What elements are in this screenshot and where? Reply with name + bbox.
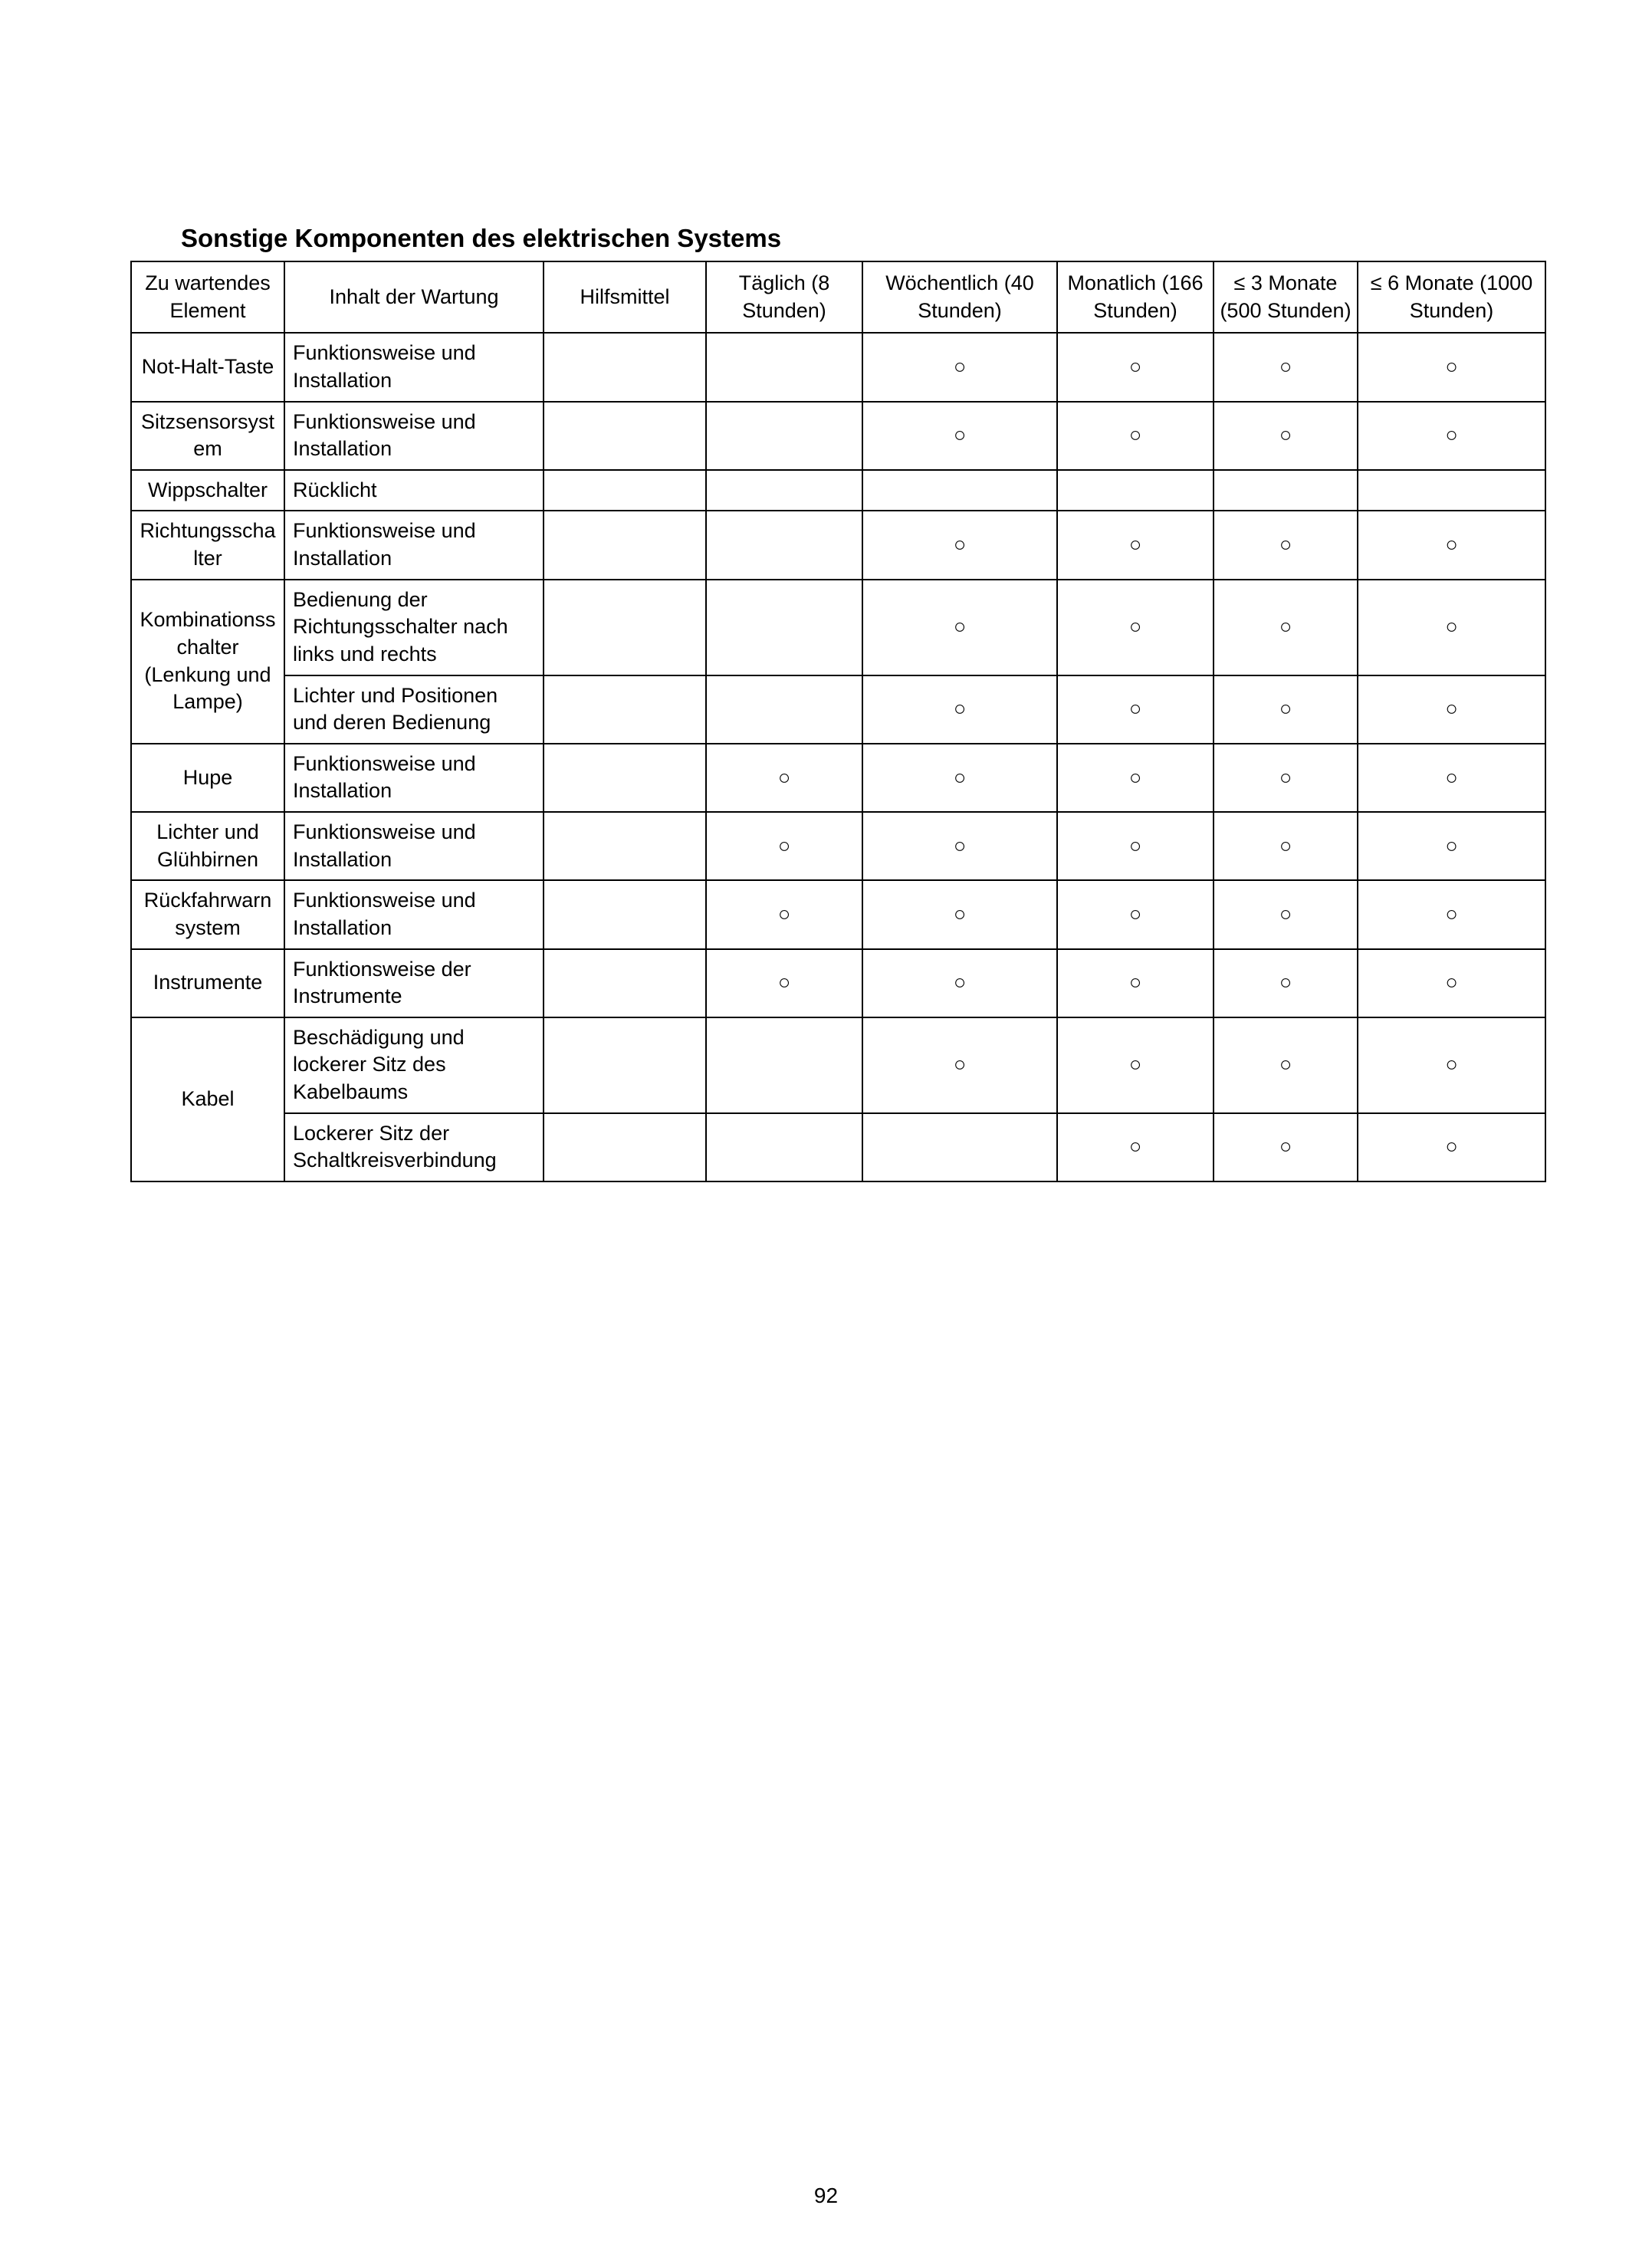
interval-mark-cell: ○ (1057, 1017, 1214, 1113)
interval-mark-cell: ○ (862, 402, 1057, 470)
interval-mark-cell: ○ (1057, 949, 1214, 1017)
interval-mark-cell: ○ (1214, 675, 1358, 744)
element-cell: Instrumente (131, 949, 284, 1017)
hilfsmittel-cell (544, 812, 706, 880)
maintenance-content-cell: Rücklicht (284, 470, 544, 511)
interval-mark-cell: ○ (1358, 333, 1545, 401)
interval-empty-cell (706, 1017, 862, 1113)
interval-empty-cell (1214, 470, 1358, 511)
maintenance-content-cell: Lichter und Positionen und deren Bedienung (284, 675, 544, 744)
interval-mark-cell: ○ (1358, 744, 1545, 812)
interval-mark-cell: ○ (862, 511, 1057, 579)
element-cell: Kombinationsschalter (Lenkung und Lampe) (131, 580, 284, 744)
interval-empty-cell (706, 1113, 862, 1181)
element-cell: Richtungsschalter (131, 511, 284, 579)
hilfsmittel-cell (544, 1113, 706, 1181)
interval-mark-cell: ○ (1057, 580, 1214, 675)
interval-mark-cell: ○ (1057, 880, 1214, 948)
interval-mark-cell: ○ (1057, 333, 1214, 401)
interval-mark-cell: ○ (1214, 333, 1358, 401)
interval-mark-cell: ○ (1057, 402, 1214, 470)
element-cell: Rückfahrwarnsystem (131, 880, 284, 948)
element-cell: Hupe (131, 744, 284, 812)
interval-empty-cell (1358, 470, 1545, 511)
maintenance-content-cell: Funktionsweise und Installation (284, 333, 544, 401)
interval-empty-cell (706, 675, 862, 744)
table-row (131, 580, 1545, 675)
interval-mark-cell: ○ (1214, 880, 1358, 948)
element-cell: Wippschalter (131, 470, 284, 511)
table-row (131, 511, 1545, 579)
hilfsmittel-cell (544, 949, 706, 1017)
maintenance-content-cell: Lockerer Sitz der Schaltkreisverbindung (284, 1113, 544, 1181)
interval-mark-cell: ○ (1358, 812, 1545, 880)
interval-mark-cell: ○ (1358, 880, 1545, 948)
interval-mark-cell: ○ (1214, 744, 1358, 812)
interval-mark-cell: ○ (1214, 1113, 1358, 1181)
header-row (131, 261, 1545, 333)
interval-mark-cell: ○ (1358, 511, 1545, 579)
interval-mark-cell: ○ (706, 949, 862, 1017)
interval-mark-cell: ○ (862, 812, 1057, 880)
interval-mark-cell: ○ (1057, 1113, 1214, 1181)
interval-mark-cell: ○ (706, 744, 862, 812)
table-row (131, 333, 1545, 401)
interval-mark-cell: ○ (706, 880, 862, 948)
header-6-months: ≤ 6 Monate (1000 Stunden) (1358, 261, 1545, 333)
maintenance-content-cell: Funktionsweise und Installation (284, 402, 544, 470)
maintenance-content-cell: Beschädigung und lockerer Sitz des Kabelbaums (284, 1017, 544, 1113)
interval-mark-cell: ○ (1358, 1113, 1545, 1181)
interval-mark-cell: ○ (1057, 744, 1214, 812)
hilfsmittel-cell (544, 402, 706, 470)
interval-mark-cell: ○ (1214, 812, 1358, 880)
interval-empty-cell (862, 470, 1057, 511)
table-row (131, 949, 1545, 1017)
element-cell: Not-Halt-Taste (131, 333, 284, 401)
interval-empty-cell (706, 402, 862, 470)
interval-mark-cell: ○ (862, 1017, 1057, 1113)
interval-mark-cell: ○ (1057, 812, 1214, 880)
header-hilfsmittel: Hilfsmittel (544, 261, 706, 333)
interval-mark-cell: ○ (1214, 511, 1358, 579)
header-element: Zu wartendes Element (131, 261, 284, 333)
maintenance-table-body (131, 333, 1545, 1181)
table-row (131, 744, 1545, 812)
hilfsmittel-cell (544, 333, 706, 401)
interval-empty-cell (706, 511, 862, 579)
interval-mark-cell: ○ (862, 949, 1057, 1017)
interval-mark-cell: ○ (862, 333, 1057, 401)
interval-mark-cell: ○ (1057, 675, 1214, 744)
hilfsmittel-cell (544, 580, 706, 675)
interval-mark-cell: ○ (1214, 580, 1358, 675)
interval-empty-cell (706, 580, 862, 675)
interval-empty-cell (706, 333, 862, 401)
table-header (131, 261, 1545, 333)
header-weekly: Wöchentlich (40 Stunden) (862, 261, 1057, 333)
interval-mark-cell: ○ (1358, 675, 1545, 744)
maintenance-content-cell: Funktionsweise und Installation (284, 511, 544, 579)
section-title: Sonstige Komponenten des elektrischen Systems (181, 224, 782, 252)
interval-mark-cell: ○ (862, 580, 1057, 675)
header-daily: Täglich (8 Stunden) (706, 261, 862, 333)
element-cell: Lichter und Glühbirnen (131, 812, 284, 880)
interval-empty-cell (1057, 470, 1214, 511)
element-cell: Kabel (131, 1017, 284, 1181)
interval-mark-cell: ○ (1057, 511, 1214, 579)
table-row (131, 675, 1545, 744)
interval-mark-cell: ○ (1358, 1017, 1545, 1113)
interval-mark-cell: ○ (1358, 402, 1545, 470)
header-monthly: Monatlich (166 Stunden) (1057, 261, 1214, 333)
table-row (131, 470, 1545, 511)
element-cell: Sitzsensorsystem (131, 402, 284, 470)
header-3-months: ≤ 3 Monate (500 Stunden) (1214, 261, 1358, 333)
interval-empty-cell (862, 1113, 1057, 1181)
hilfsmittel-cell (544, 511, 706, 579)
interval-mark-cell: ○ (862, 880, 1057, 948)
interval-mark-cell: ○ (1358, 580, 1545, 675)
hilfsmittel-cell (544, 880, 706, 948)
interval-mark-cell: ○ (1214, 1017, 1358, 1113)
header-content: Inhalt der Wartung (284, 261, 544, 333)
hilfsmittel-cell (544, 744, 706, 812)
maintenance-table (130, 261, 1546, 1182)
maintenance-content-cell: Funktionsweise und Installation (284, 812, 544, 880)
page-number: 92 (813, 2184, 839, 2207)
interval-mark-cell: ○ (1358, 949, 1545, 1017)
maintenance-content-cell: Funktionsweise und Installation (284, 880, 544, 948)
interval-mark-cell: ○ (862, 675, 1057, 744)
hilfsmittel-cell (544, 675, 706, 744)
hilfsmittel-cell (544, 470, 706, 511)
page-content (130, 224, 1549, 1182)
table-row (131, 880, 1545, 948)
table-row (131, 812, 1545, 880)
interval-mark-cell: ○ (862, 744, 1057, 812)
table-row (131, 402, 1545, 470)
maintenance-content-cell: Funktionsweise und Installation (284, 744, 544, 812)
hilfsmittel-cell (544, 1017, 706, 1113)
table-row (131, 1113, 1545, 1181)
interval-mark-cell: ○ (1214, 949, 1358, 1017)
table-row (131, 1017, 1545, 1113)
interval-empty-cell (706, 470, 862, 511)
maintenance-content-cell: Bedienung der Richtungsschalter nach links und rechts (284, 580, 544, 675)
maintenance-content-cell: Funktionsweise der Instrumente (284, 949, 544, 1017)
interval-mark-cell: ○ (1214, 402, 1358, 470)
interval-mark-cell: ○ (706, 812, 862, 880)
